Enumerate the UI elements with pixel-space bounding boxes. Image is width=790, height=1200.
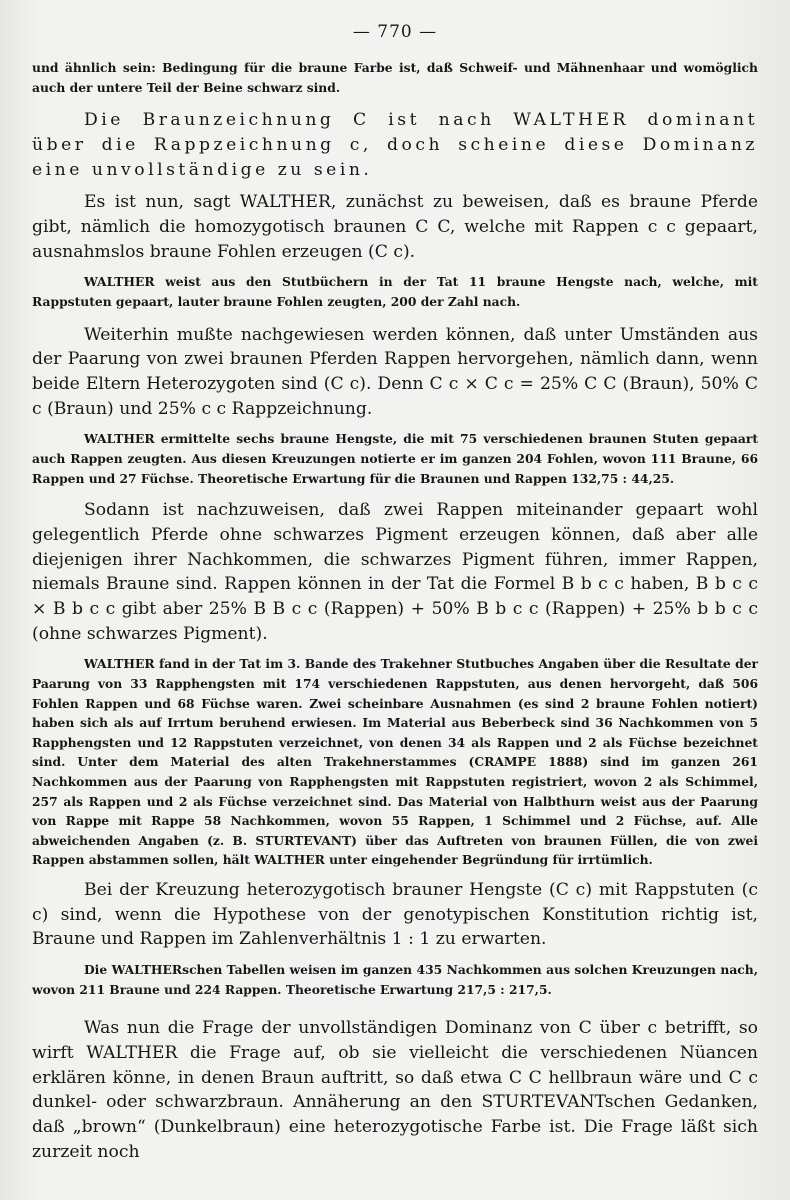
paragraph-small-5: Die WALTHERschen Tabellen weisen im ganzen 435 Nachkommen aus solchen Kreuzungen nach, wovon 211 Braune und 224 Rappen. Theoretische Erwartung 217,5 : 217,5. [32, 962, 758, 997]
paragraph-small-1: und ähnlich sein: Bedingung für die braune Farbe ist, daß Schweif- und Mähnenhaar und womöglich auch der untere Teil der Beine schwarz sind. [32, 60, 758, 95]
paragraph-large-1: Die Braunzeichnung C ist nach WALTHER dominant über die Rappzeichnung c, doch scheine diese Dominanz eine unvollständige zu sein. [32, 110, 758, 180]
paragraph-large-6: Was nun die Frage der unvollständigen Dominanz von C über c betrifft, so wirft WALTHER die Frage auf, ob sie vielleicht die verschiedenen Nüancen erklären könne, in denen Braun auftritt, so daß etwa C C hellbraun wäre und C c dunkel- oder schwarzbraun. Annäherung an den STURTEVANTschen Gedanken, daß „brown“ (Dunkelbraun) eine heterozygotische Farbe ist. Die Frage läßt sich zurzeit noch [32, 1018, 758, 1162]
paragraph-large-3: Weiterhin mußte nachgewiesen werden können, daß unter Umständen aus der Paarung von zwei braunen Pferden Rappen hervorgehen, nämlich dann, wenn beide Eltern Heterozygoten sind (C c). Denn C c × C c = 25% C C (Braun), 50% C c (Braun) und 25% c c Rappzeichnung. [32, 324, 758, 419]
page-body [32, 58, 758, 1164]
paragraph-large-2: Es ist nun, sagt WALTHER, zunächst zu beweisen, daß es braune Pferde gibt, nämlich die homozygotisch braunen C C, welche mit Rappen c c gepaart, ausnahmslos braune Fohlen erzeugen (C c). [32, 192, 758, 262]
paragraph-large-5: Bei der Kreuzung heterozygotisch brauner Hengste (C c) mit Rappstuten (c c) sind, wenn die Hypothese von der genotypischen Konstitution richtig ist, Braune und Rappen im Zahlenverhältnis 1 : 1 zu erwarten. [32, 879, 758, 950]
paragraph-small-4: WALTHER fand in der Tat im 3. Bande des Trakehner Stutbuches Angaben über die Resultate der Paarung von 33 Rapphengsten mit 174 verschiedenen Rappstuten, aus denen hervorgeht, daß 506 Fohlen Rappen und 68 Füchse waren. Zwei scheinbare Ausnahmen (es sind 2 braune Fohlen notiert) haben sich als auf Irrtum beruhend erwiesen. Im Material aus Beberbeck sind 36 Nachkommen von 5 Rapphengsten und 12 Rappstuten verzeichnet, von denen 34 als Rappen und 2 als Füchse bezeichnet sind. Unter dem Material des alten Trakehnerstammes (CRAMPE 1888) sind im ganzen 261 Nachkommen aus der Paarung von Rapphengsten mit Rappstuten registriert, wovon 2 als Schimmel, 257 als Rappen und 2 als Füchse verzeichnet sind. Das Material von Halbthurn weist aus der Paarung von Rappe mit Rappe 58 Nachkommen, wovon 55 Rappen, 1 Schimmel und 2 Füchse, auf. Alle abweichenden Angaben (z. B. STURTEVANT) über das Auftreten von braunen Füllen, die von zwei Rappen abstammen sollen, hält WALTHER unter eingehender Begründung für irrtümlich. [32, 656, 758, 868]
paragraph-small-3: WALTHER ermittelte sechs braune Hengste, die mit 75 verschiedenen braunen Stuten gepaart auch Rappen zeugten. Aus diesen Kreuzungen notierte er im ganzen 204 Fohlen, wovon 111 Braune, 66 Rappen und 27 Füchse. Theoretische Erwartung für die Braunen und Rappen 132,75 : 44,25. [32, 431, 758, 486]
paragraph-small-2: WALTHER weist aus den Stutbüchern in der Tat 11 braune Hengste nach, welche, mit Rappstuten gepaart, lauter braune Fohlen zeugten, 200 der Zahl nach. [32, 274, 758, 309]
page-number: — 770 — [352, 22, 438, 42]
paragraph-large-4: Sodann ist nachzuweisen, daß zwei Rappen miteinander gepaart wohl gelegentlich Pferde ohne schwarzes Pigment erzeugen können, daß aber alle diejenigen ihrer Nachkommen, die schwarzes Pigment führen, immer Rappen, niemals Braune sind. Rappen können in der Tat die Formel B b c c haben, B b c c × B b c c gibt aber 25% B B c c (Rappen) + 50% B b c c (Rappen) + 25% b b c c (ohne schwarzes Pigment). [32, 500, 758, 644]
